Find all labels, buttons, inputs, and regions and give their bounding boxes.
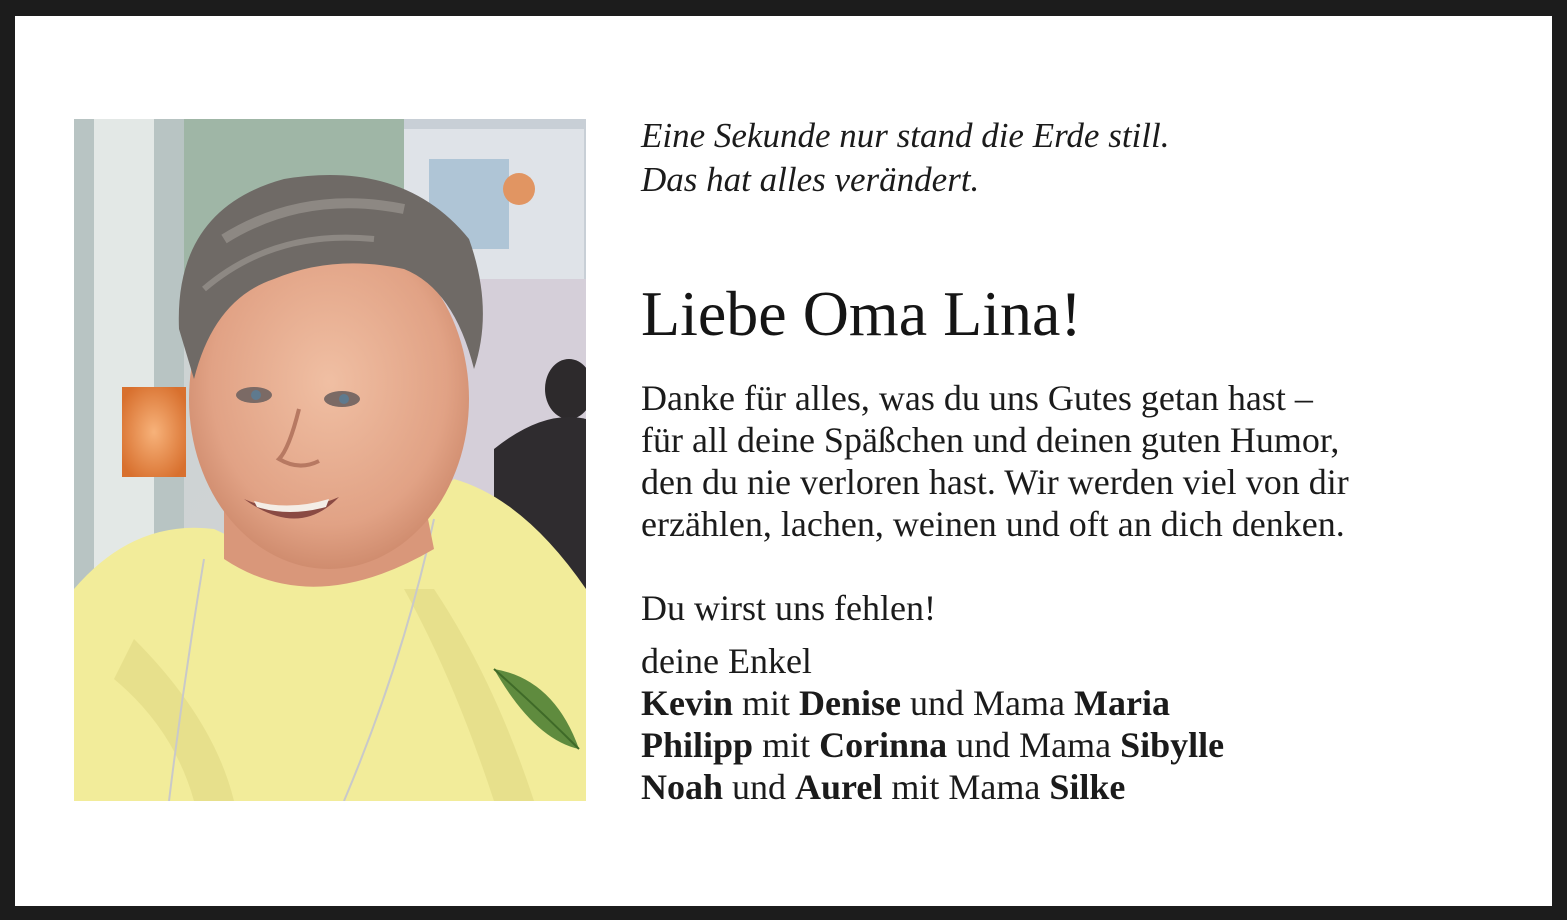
signer-name: Corinna [819, 725, 948, 765]
signature-connector: und Mama [947, 725, 1121, 765]
memorial-quote [641, 114, 1169, 202]
closing-line: Du wirst uns fehlen! [641, 588, 936, 628]
tribute-line: Danke für alles, was du uns Gutes getan hast – [641, 378, 1313, 418]
signature-line-1 [641, 682, 1224, 724]
signer-name: Philipp [641, 725, 754, 765]
signer-name: Aurel [795, 767, 883, 807]
tribute-text [641, 377, 1497, 545]
signer-name: Maria [1074, 683, 1170, 723]
signer-name: Silke [1049, 767, 1126, 807]
signature-connector: und Mama [901, 683, 1074, 723]
signature-connector: und [723, 767, 796, 807]
tribute-line: für all deine Späßchen und deinen guten Humor, [641, 420, 1340, 460]
signer-name: Kevin [641, 683, 734, 723]
signature-block [641, 640, 1224, 808]
signer-name: Noah [641, 767, 724, 807]
signature-connector: mit Mama [882, 767, 1050, 807]
headline: Liebe Oma Lina! [641, 278, 1082, 349]
signature-line-3 [641, 766, 1224, 808]
signature-connector: mit [733, 683, 800, 723]
quote-line-1: Eine Sekunde nur stand die Erde still. [641, 116, 1170, 155]
portrait-photo [74, 119, 586, 801]
signature-intro: deine Enkel [641, 641, 812, 681]
signature-line-2 [641, 724, 1224, 766]
signature-connector: mit [753, 725, 820, 765]
tribute-line: den du nie verloren hast. Wir werden viel von dir [641, 462, 1349, 502]
tribute-line: erzählen, lachen, weinen und oft an dich denken. [641, 504, 1345, 544]
signer-name: Sibylle [1120, 725, 1225, 765]
signer-name: Denise [799, 683, 902, 723]
quote-line-2: Das hat alles verändert. [641, 160, 980, 199]
